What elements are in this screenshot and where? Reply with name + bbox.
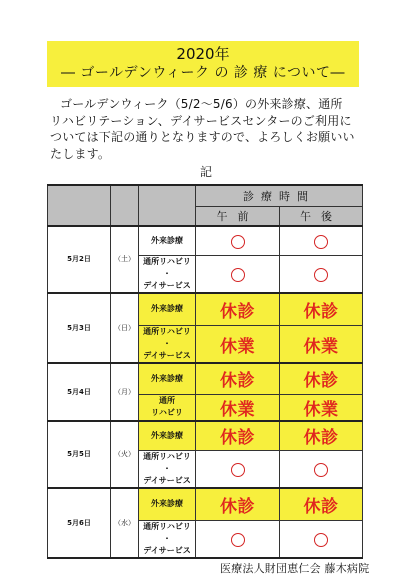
open-circle-icon (314, 463, 328, 477)
service-label: 通所リハビリ (143, 327, 191, 336)
status-cell-pm (280, 226, 363, 255)
service-cell (139, 394, 196, 421)
service-cell (139, 255, 196, 293)
intro-paragraph (50, 96, 368, 162)
status-cell-am (196, 293, 280, 326)
status-cell-pm (280, 363, 363, 394)
intro-line: ついては下記の通りとなりますので、よろしくお願いい (50, 130, 355, 144)
service-label: ・ (163, 268, 171, 278)
schedule-body (48, 226, 363, 558)
closed-label: 休診 (220, 496, 255, 517)
status-cell-pm (280, 293, 363, 326)
status-cell-am (196, 488, 280, 520)
status-cell-pm (280, 488, 363, 520)
service-label: 外来診療 (151, 373, 183, 383)
open-circle-icon (231, 268, 245, 282)
status-cell-am (196, 255, 280, 293)
table-row (48, 226, 363, 255)
notice-marker: 記 (200, 165, 213, 179)
open-circle-icon (231, 463, 245, 477)
service-cell (139, 293, 196, 326)
service-label: 通所 (159, 396, 175, 405)
title-year: 2020年 (176, 45, 230, 63)
status-cell-am (196, 451, 280, 489)
service-label: 通所リハビリ (143, 521, 191, 531)
service-label: 外来診療 (151, 499, 183, 509)
service-label: 外来診療 (151, 235, 183, 245)
service-label: デイサービス (143, 476, 191, 485)
service-label: デイサービス (143, 545, 191, 555)
closed-label: 休診 (220, 428, 255, 449)
closed-label: 休業 (220, 399, 255, 420)
header-pm: 午後 (280, 207, 363, 227)
service-label: デイサービス (143, 351, 191, 360)
closed-label: 休診 (303, 496, 339, 517)
header-blank-service (139, 185, 196, 226)
service-label: 通所リハビリ (143, 256, 191, 266)
closed-label: 休診 (303, 428, 339, 449)
date-cell: 5月3日 (48, 293, 111, 364)
closed-label: 休業 (303, 336, 339, 357)
service-label: 外来診療 (151, 304, 183, 314)
service-label: ・ (163, 464, 171, 473)
status-cell-am (196, 226, 280, 255)
intro-line: たします。 (50, 146, 111, 161)
service-cell (139, 421, 196, 451)
status-cell-am (196, 394, 280, 421)
service-label: ・ (163, 533, 171, 543)
date-cell: 5月4日 (48, 363, 111, 421)
header-hours: 診療時間 (196, 185, 363, 207)
status-cell-pm (280, 421, 363, 451)
closed-label: 休診 (303, 371, 339, 392)
table-row (48, 293, 363, 326)
status-cell-am (196, 520, 280, 558)
status-cell-pm (280, 394, 363, 421)
title-subtitle: ― ゴールデンウィーク の 診 療 について― (60, 65, 346, 81)
weekday-cell: （水） (111, 488, 139, 558)
organization-name: 医療法人財団恵仁会 藤木病院 (220, 562, 370, 575)
closed-label: 休診 (220, 301, 255, 322)
service-label: リハビリ (151, 408, 183, 417)
service-cell (139, 520, 196, 558)
table-row (48, 363, 363, 394)
service-cell (139, 363, 196, 394)
weekday-cell: （火） (111, 421, 139, 489)
service-label: ・ (163, 339, 171, 348)
schedule-table (47, 184, 363, 559)
intro-line: ゴールデンウィーク（5/2〜5/6）の外来診療、通所 (60, 97, 343, 111)
open-circle-icon (314, 235, 328, 249)
open-circle-icon (314, 533, 328, 547)
status-cell-am (196, 326, 280, 364)
status-cell-am (196, 421, 280, 451)
service-cell (139, 226, 196, 255)
service-cell (139, 451, 196, 489)
intro-line: リハビリテーション、デイサービスセンターのご利用に (50, 113, 352, 128)
service-cell (139, 488, 196, 520)
open-circle-icon (314, 268, 328, 282)
header-blank-date (48, 185, 111, 226)
closed-label: 休診 (303, 301, 339, 322)
closed-label: 休診 (220, 371, 255, 392)
header-blank-dow (111, 185, 139, 226)
header-am: 午前 (196, 207, 280, 227)
service-label: 外来診療 (151, 430, 183, 440)
date-cell: 5月6日 (48, 488, 111, 558)
closed-label: 休業 (220, 336, 255, 357)
service-label: デイサービス (143, 280, 191, 290)
status-cell-pm (280, 326, 363, 364)
weekday-cell: （土） (111, 226, 139, 293)
weekday-cell: （月） (111, 363, 139, 421)
table-row (48, 488, 363, 520)
weekday-cell: （日） (111, 293, 139, 364)
status-cell-pm (280, 520, 363, 558)
service-cell (139, 326, 196, 364)
service-label: 通所リハビリ (143, 452, 191, 461)
status-cell-am (196, 363, 280, 394)
status-cell-pm (280, 451, 363, 489)
closed-label: 休業 (303, 399, 339, 420)
open-circle-icon (231, 235, 245, 249)
date-cell: 5月5日 (48, 421, 111, 489)
table-row (48, 421, 363, 451)
date-cell: 5月2日 (48, 226, 111, 293)
status-cell-pm (280, 255, 363, 293)
title-banner (47, 41, 359, 87)
open-circle-icon (231, 533, 245, 547)
